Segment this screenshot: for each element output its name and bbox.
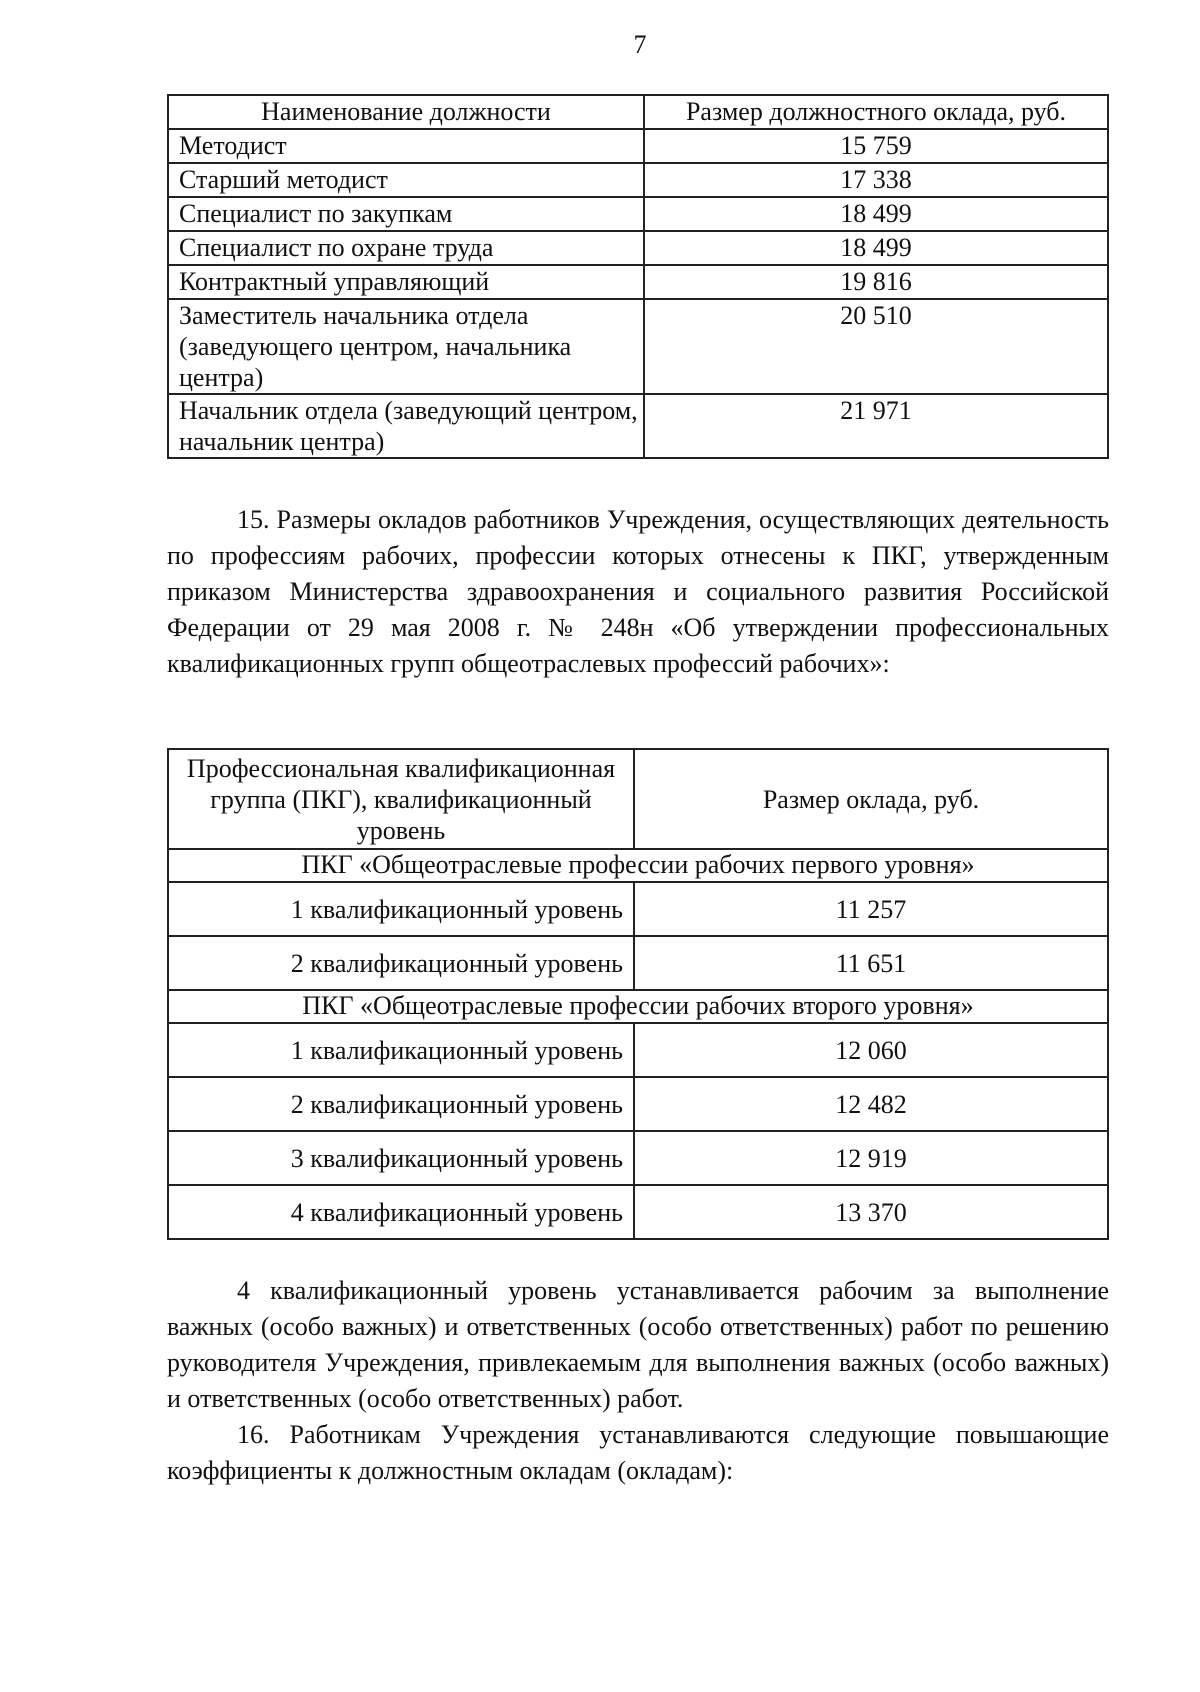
- group-row: [168, 849, 1108, 882]
- column-header-group: Профессиональная квалификационная группа (ПКГ), квалификационный уровень: [168, 749, 634, 849]
- paragraph-15: 15. Размеры окладов работников Учреждения, осуществляющих деятельность по профессиям рабочих, профессии которых отнесены к ПКГ, утвержденным приказом Министерства здравоохранения и социального развития Российской Федерации от 29 мая 2008 г. № 248н «Об утверждении профессиональных квалификационных групп общеотраслевых профессий рабочих»:: [167, 505, 1109, 678]
- position-name: Начальник отдела (заведующий центром, начальник центра): [168, 394, 644, 458]
- qualification-level: 4 квалификационный уровень: [168, 1185, 634, 1239]
- table-row: [168, 129, 1108, 163]
- table-row: [168, 1023, 1108, 1077]
- salary-value: 12 482: [634, 1077, 1108, 1131]
- paragraph-16: 16. Работникам Учреждения устанавливаются следующие повышающие коэффициенты к должностным окладам (окладам):: [167, 1420, 1109, 1485]
- table-row: [168, 394, 1108, 458]
- table-row: [168, 1185, 1108, 1239]
- salary-value: 18 499: [644, 231, 1108, 265]
- table-row: [168, 882, 1108, 936]
- position-name: Заместитель начальника отдела (заведующего центром, начальника центра): [168, 299, 644, 394]
- page-number: 7: [633, 30, 647, 59]
- group-title: ПКГ «Общеотраслевые профессии рабочих первого уровня»: [168, 849, 1108, 882]
- salary-value: 11 257: [634, 882, 1108, 936]
- salary-value: 20 510: [644, 299, 1108, 394]
- table-row: [168, 265, 1108, 299]
- salary-value: 17 338: [644, 163, 1108, 197]
- position-name: Старший методист: [168, 163, 644, 197]
- table-header-row: [168, 95, 1108, 129]
- table-row: [168, 1131, 1108, 1185]
- group-title: ПКГ «Общеотраслевые профессии рабочих второго уровня»: [168, 990, 1108, 1023]
- table-row: [168, 231, 1108, 265]
- table-row: [168, 197, 1108, 231]
- qualification-level: 1 квалификационный уровень: [168, 882, 634, 936]
- salary-value: 21 971: [644, 394, 1108, 458]
- group-row: [168, 990, 1108, 1023]
- salary-value: 12 060: [634, 1023, 1108, 1077]
- column-header-salary: Размер должностного оклада, руб.: [644, 95, 1108, 129]
- salary-value: 12 919: [634, 1131, 1108, 1185]
- table-row: [168, 936, 1108, 990]
- salary-value: 13 370: [634, 1185, 1108, 1239]
- position-name: Контрактный управляющий: [168, 265, 644, 299]
- salary-value: 11 651: [634, 936, 1108, 990]
- column-header-salary: Размер оклада, руб.: [634, 749, 1108, 849]
- qualification-level: 2 квалификационный уровень: [168, 1077, 634, 1131]
- qualification-level: 2 квалификационный уровень: [168, 936, 634, 990]
- table-header-row: [168, 749, 1108, 849]
- salary-value: 18 499: [644, 197, 1108, 231]
- column-header-position: Наименование должности: [168, 95, 644, 129]
- paragraph-level-4-note: 4 квалификационный уровень устанавливается рабочим за выполнение важных (особо важных) и ответственных (особо ответственных) работ по решению руководителя Учреждения, привлекаемым для выполнения важных (особо важных) и ответственных (особо ответственных) работ.: [167, 1276, 1109, 1413]
- salary-value: 15 759: [644, 129, 1108, 163]
- position-name: Специалист по охране труда: [168, 231, 644, 265]
- worker-salary-table: [167, 748, 1109, 1240]
- qualification-level: 3 квалификационный уровень: [168, 1131, 634, 1185]
- position-salary-table: [167, 94, 1109, 459]
- qualification-level: 1 квалификационный уровень: [168, 1023, 634, 1077]
- position-name: Методист: [168, 129, 644, 163]
- salary-value: 19 816: [644, 265, 1108, 299]
- table-row: [168, 163, 1108, 197]
- table-row: [168, 299, 1108, 394]
- table-row: [168, 1077, 1108, 1131]
- position-name: Специалист по закупкам: [168, 197, 644, 231]
